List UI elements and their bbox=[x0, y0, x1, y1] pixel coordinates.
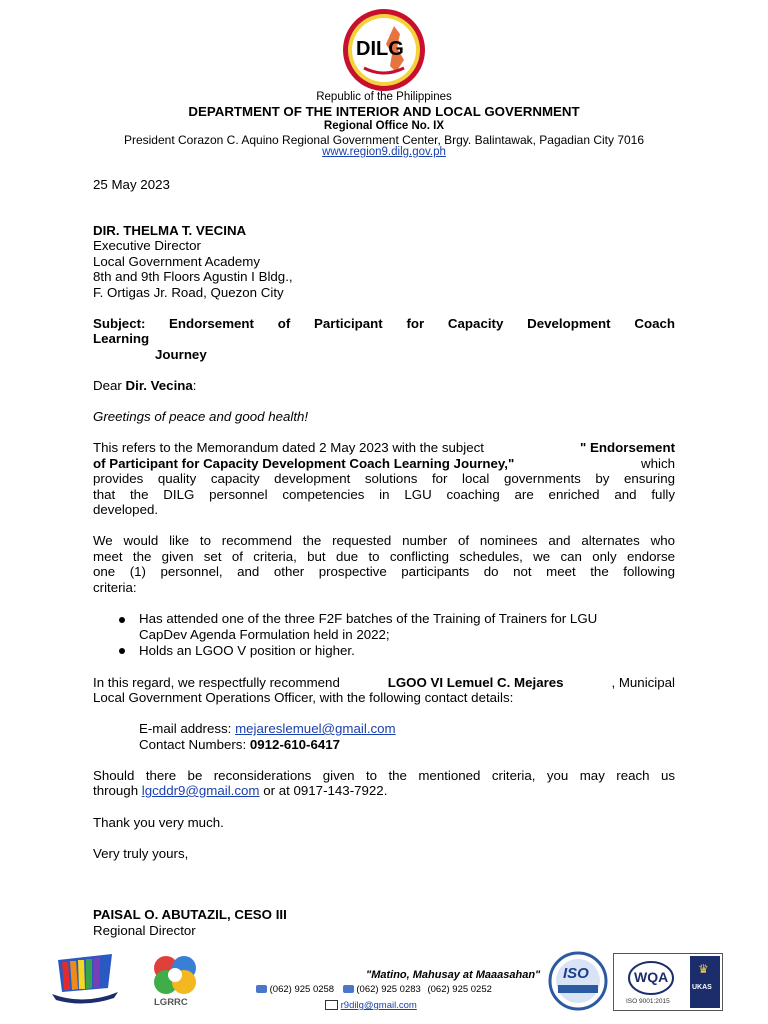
subject-line-2: Learning bbox=[93, 331, 150, 346]
para2-line-4: criteria: bbox=[93, 580, 137, 595]
department-name: DEPARTMENT OF THE INTERIOR AND LOCAL GOVERNMENT bbox=[188, 104, 580, 119]
rainbow-sail-logo bbox=[48, 948, 120, 1006]
salutation-prefix: Dear bbox=[93, 378, 126, 393]
para1-line-1 bbox=[93, 440, 675, 456]
wqa-mark bbox=[628, 960, 674, 996]
office-address: President Corazon C. Aquino Regional Government Center, Brgy. Balintawak, Pagadian City 7016 bbox=[123, 133, 645, 147]
crown-icon: ♛ bbox=[698, 962, 709, 976]
wqa-label: WQA bbox=[634, 969, 669, 985]
para3-line-2: Local Government Operations Officer, with the following contact details: bbox=[93, 690, 514, 705]
signatory-title: Regional Director bbox=[93, 923, 196, 938]
lgrrc-label: LGRRC bbox=[154, 997, 188, 1008]
footer-phone-3: (062) 925 0252 bbox=[427, 984, 492, 995]
ukas-mark bbox=[690, 956, 720, 1008]
subject-text-1: Endorsement of Participant for Capacity Development Coach bbox=[169, 316, 675, 331]
para1-text-1a: This refers to the Memorandum dated 2 May 2023 with the subject bbox=[93, 440, 484, 455]
bullet-2-line-1: Holds an LGOO V position or higher. bbox=[139, 643, 355, 658]
para2-line-2: meet the given set of criteria, but due to conflicting schedules, we can only endorse bbox=[93, 549, 675, 564]
regional-office: Regional Office No. IX bbox=[323, 120, 445, 132]
salutation-name: Dir. Vecina bbox=[125, 378, 193, 393]
para3-line-1 bbox=[93, 675, 675, 691]
signatory-name: PAISAL O. ABUTAZIL, CESO III bbox=[93, 907, 287, 922]
bullet-dot-1 bbox=[119, 617, 125, 623]
ukas-label: UKAS bbox=[692, 984, 712, 991]
greeting: Greetings of peace and good health! bbox=[93, 409, 309, 424]
wqa-ukas-cert-logo bbox=[613, 953, 723, 1011]
para1-line-3: provides quality capacity development solutions for local governments by ensuring bbox=[93, 471, 675, 486]
envelope-icon bbox=[325, 1000, 338, 1010]
para1-line-4: that the DILG personnel competencies in LGU coaching are enriched and fully bbox=[93, 487, 675, 502]
phone-icon bbox=[343, 985, 354, 993]
footer-motto: "Matino, Mahusay at Maaasahan" bbox=[366, 969, 541, 981]
nominee-phone: 0912-610-6417 bbox=[249, 737, 341, 752]
lgrrc-logo bbox=[148, 952, 202, 1010]
para1-line-5: developed. bbox=[93, 502, 159, 517]
phone-label: Contact Numbers: bbox=[139, 737, 250, 752]
footer-email-row bbox=[325, 1000, 417, 1011]
phone-icon bbox=[256, 985, 267, 993]
para1-text-1b: " Endorsement bbox=[580, 440, 675, 455]
office-email-link[interactable]: lgcddr9@gmail.com bbox=[141, 783, 260, 798]
bullet-dot-2 bbox=[119, 648, 125, 654]
thank-you-line: Thank you very much. bbox=[93, 815, 224, 830]
website-link[interactable]: www.region9.dilg.gov.ph bbox=[322, 146, 446, 158]
para4-text-2a: through bbox=[93, 783, 142, 798]
bullet-1-line-2: CapDev Agenda Formulation held in 2022; bbox=[139, 627, 390, 642]
para1-line-2 bbox=[93, 456, 675, 472]
salutation-suffix: : bbox=[192, 378, 197, 393]
iso-badge-logo bbox=[548, 951, 608, 1011]
recipient-org: Local Government Academy bbox=[93, 254, 261, 269]
recipient-address-1: 8th and 9th Floors Agustin I Bldg., bbox=[93, 269, 293, 284]
recipient-name: DIR. THELMA T. VECINA bbox=[93, 223, 247, 238]
para4-text-2b: or at 0917-143-7922. bbox=[259, 783, 388, 798]
para4-line-2 bbox=[93, 783, 675, 799]
footer-phone-2: (062) 925 0283 bbox=[356, 984, 421, 995]
para1-text-2a: of Participant for Capacity Development Coach Learning Journey," bbox=[93, 456, 515, 471]
para1-text-2b: which bbox=[641, 456, 675, 471]
subject-label: Subject: bbox=[93, 316, 146, 331]
nominee-name: LGOO VI Lemuel C. Mejares bbox=[387, 675, 564, 690]
para2-line-1: We would like to recommend the requested number of nominees and alternates who bbox=[93, 533, 675, 548]
para3-text-1c: , Municipal bbox=[611, 675, 675, 690]
republic-line: Republic of the Philippines bbox=[316, 91, 452, 103]
para3-text-1a: In this regard, we respectfully recommend bbox=[93, 675, 340, 690]
para2-line-3: one (1) personnel, and other prospective participants do not meet the following bbox=[93, 564, 675, 579]
closing-line: Very truly yours, bbox=[93, 846, 189, 861]
email-label: E-mail address: bbox=[139, 721, 236, 736]
subject-line-3: Journey bbox=[155, 347, 207, 362]
footer-phone-1: (062) 925 0258 bbox=[269, 984, 335, 995]
salutation bbox=[93, 378, 675, 394]
iso-year-label: ISO 9001:2015 bbox=[626, 998, 670, 1005]
iso-label: ISO bbox=[563, 965, 589, 982]
seal-text: DILG bbox=[356, 38, 404, 60]
footer-email-link[interactable]: r9dilg@gmail.com bbox=[340, 1000, 417, 1011]
nominee-email-link[interactable]: mejareslemuel@gmail.com bbox=[235, 721, 396, 736]
website-link-wrap bbox=[0, 146, 768, 158]
para4-line-1: Should there be reconsiderations given to the mentioned criteria, you may reach us bbox=[93, 768, 675, 783]
recipient-title: Executive Director bbox=[93, 238, 201, 253]
recipient-address-2: F. Ortigas Jr. Road, Quezon City bbox=[93, 285, 284, 300]
contact-email-line bbox=[139, 721, 721, 737]
footer-phones bbox=[256, 984, 492, 995]
bullet-1-line-1: Has attended one of the three F2F batches of the Training of Trainers for LGU bbox=[139, 611, 598, 626]
dilg-seal-logo bbox=[334, 8, 434, 92]
subject-line-1 bbox=[93, 316, 675, 332]
contact-phone-line bbox=[139, 737, 721, 753]
letter-date: 25 May 2023 bbox=[93, 177, 170, 192]
